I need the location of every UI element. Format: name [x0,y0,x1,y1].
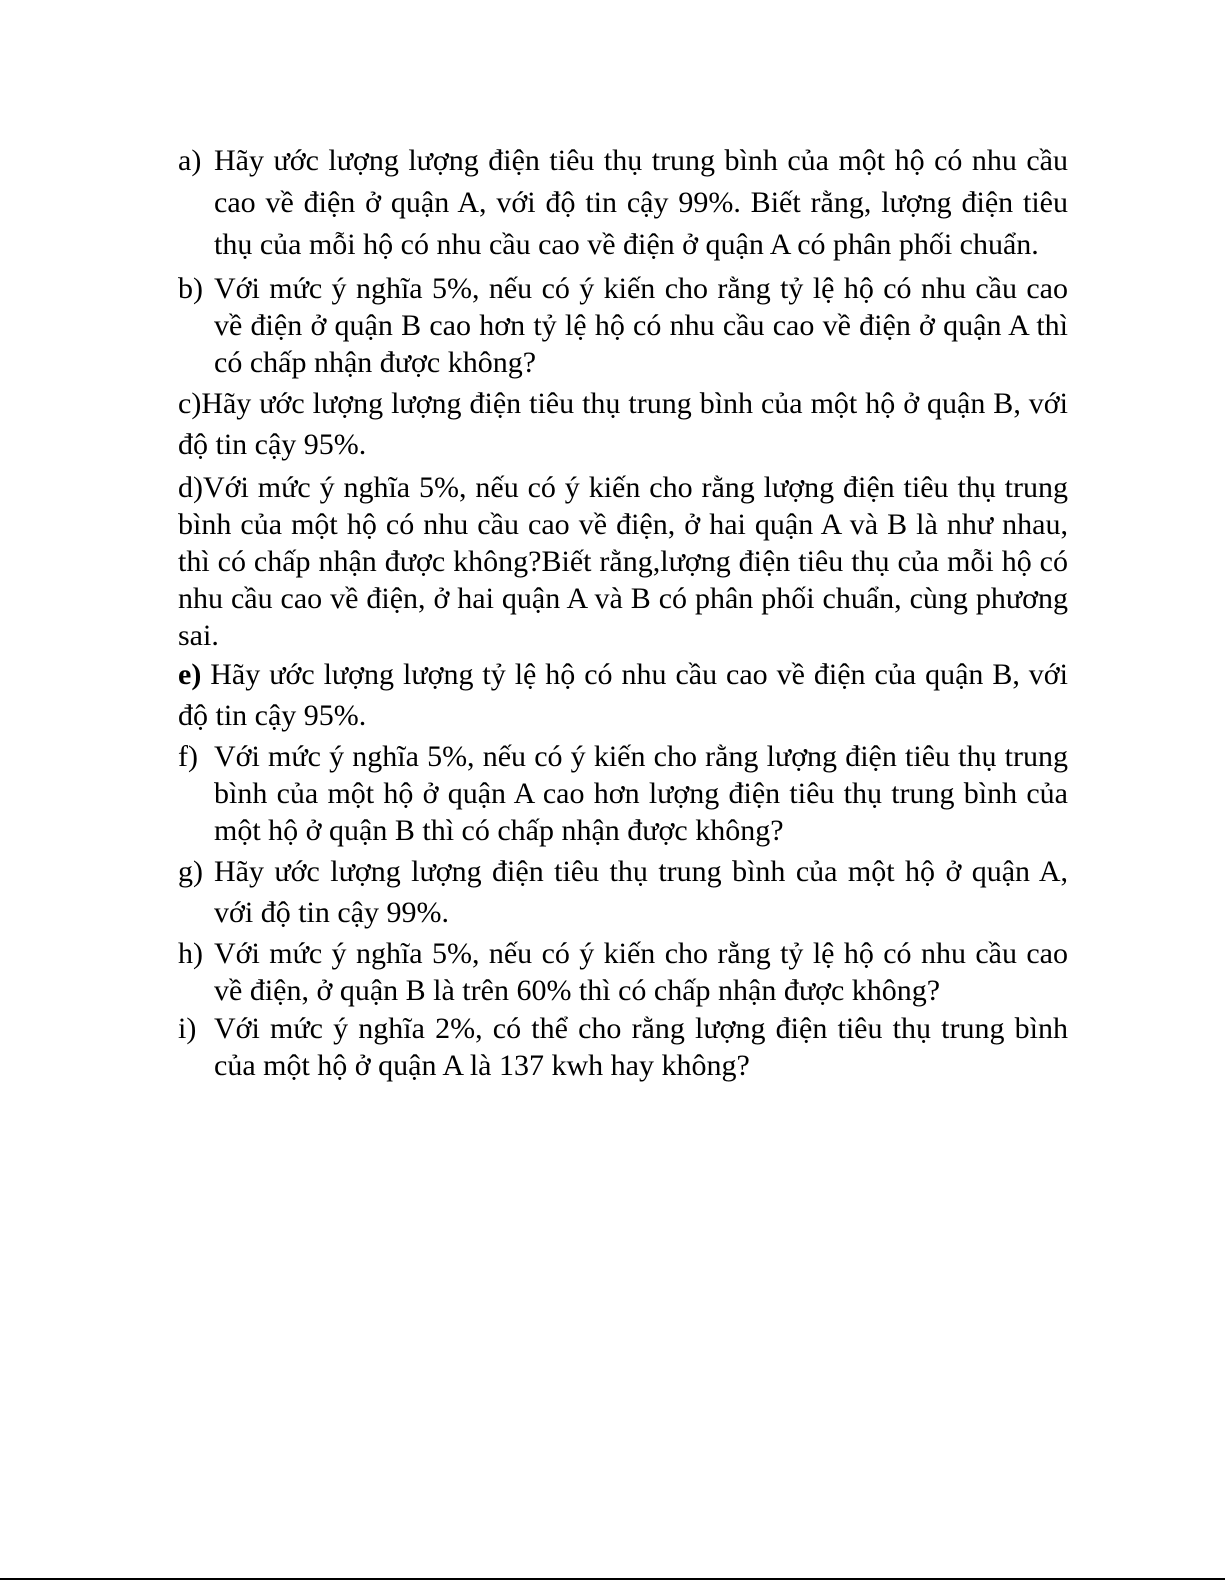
question-e-text: Hãy ước lượng lượng tỷ lệ hộ có nhu cầu cao về điện của quận B, với độ tin cậy 95%. [178,658,1068,732]
question-d-marker: d) [178,471,203,504]
question-h-text: Với mức ý nghĩa 5%, nếu có ý kiến cho rằng tỷ lệ hộ có nhu cầu cao về điện, ở quận B là trên 60% thì có chấp nhận được không? [214,937,1068,1007]
question-g-text: Hãy ước lượng lượng điện tiêu thụ trung bình của một hộ ở quận A, với độ tin cậy 99%. [214,855,1068,929]
question-c-marker: c) [178,387,202,420]
question-c-text: Hãy ước lượng lượng điện tiêu thụ trung bình của một hộ ở quận B, với độ tin cậy 95%. [178,387,1068,461]
question-a-text: Hãy ước lượng lượng điện tiêu thụ trung bình của một hộ có nhu cầu cao về điện ở quận A, với độ tin cậy 99%. Biết rằng, lượng điện tiêu thụ của mỗi hộ có nhu cầu cao về điện ở quận A có phân phối chuẩn. [214,144,1068,261]
question-f [178,738,1068,849]
question-e [178,654,1068,736]
question-i-marker: i) [178,1012,197,1045]
question-a [178,140,1068,266]
question-i-text: Với mức ý nghĩa 2%, có thể cho rằng lượng điện tiêu thụ trung bình của một hộ ở quận A là 137 kwh hay không? [214,1012,1068,1082]
question-b [178,270,1068,381]
question-g-marker: g) [178,855,203,888]
question-e-marker: e) [178,658,202,691]
question-g [178,851,1068,933]
question-a-marker: a) [178,144,202,177]
question-i [178,1010,1068,1084]
question-f-marker: f) [178,740,198,773]
question-h-marker: h) [178,937,203,970]
question-b-marker: b) [178,272,203,305]
question-d [178,469,1068,654]
question-d-text: Với mức ý nghĩa 5%, nếu có ý kiến cho rằng lượng điện tiêu thụ trung bình của một hộ có nhu cầu cao về điện, ở hai quận A và B là như nhau, thì có chấp nhận được không?Biết rằng,lượng điện tiêu thụ của mỗi hộ có nhu cầu cao về điện, ở hai quận A và B có phân phối chuẩn, cùng phương sai. [178,471,1068,652]
question-list [178,140,1068,1084]
question-c [178,383,1068,465]
question-h [178,935,1068,1009]
question-f-text: Với mức ý nghĩa 5%, nếu có ý kiến cho rằng lượng điện tiêu thụ trung bình của một hộ ở quận A cao hơn lượng điện tiêu thụ trung bình của một hộ ở quận B thì có chấp nhận được không? [214,740,1068,847]
question-b-text: Với mức ý nghĩa 5%, nếu có ý kiến cho rằng tỷ lệ hộ có nhu cầu cao về điện ở quận B cao hơn tỷ lệ hộ có nhu cầu cao về điện ở quận A thì có chấp nhận được không? [214,272,1068,379]
page-bottom-border [0,1578,1225,1580]
